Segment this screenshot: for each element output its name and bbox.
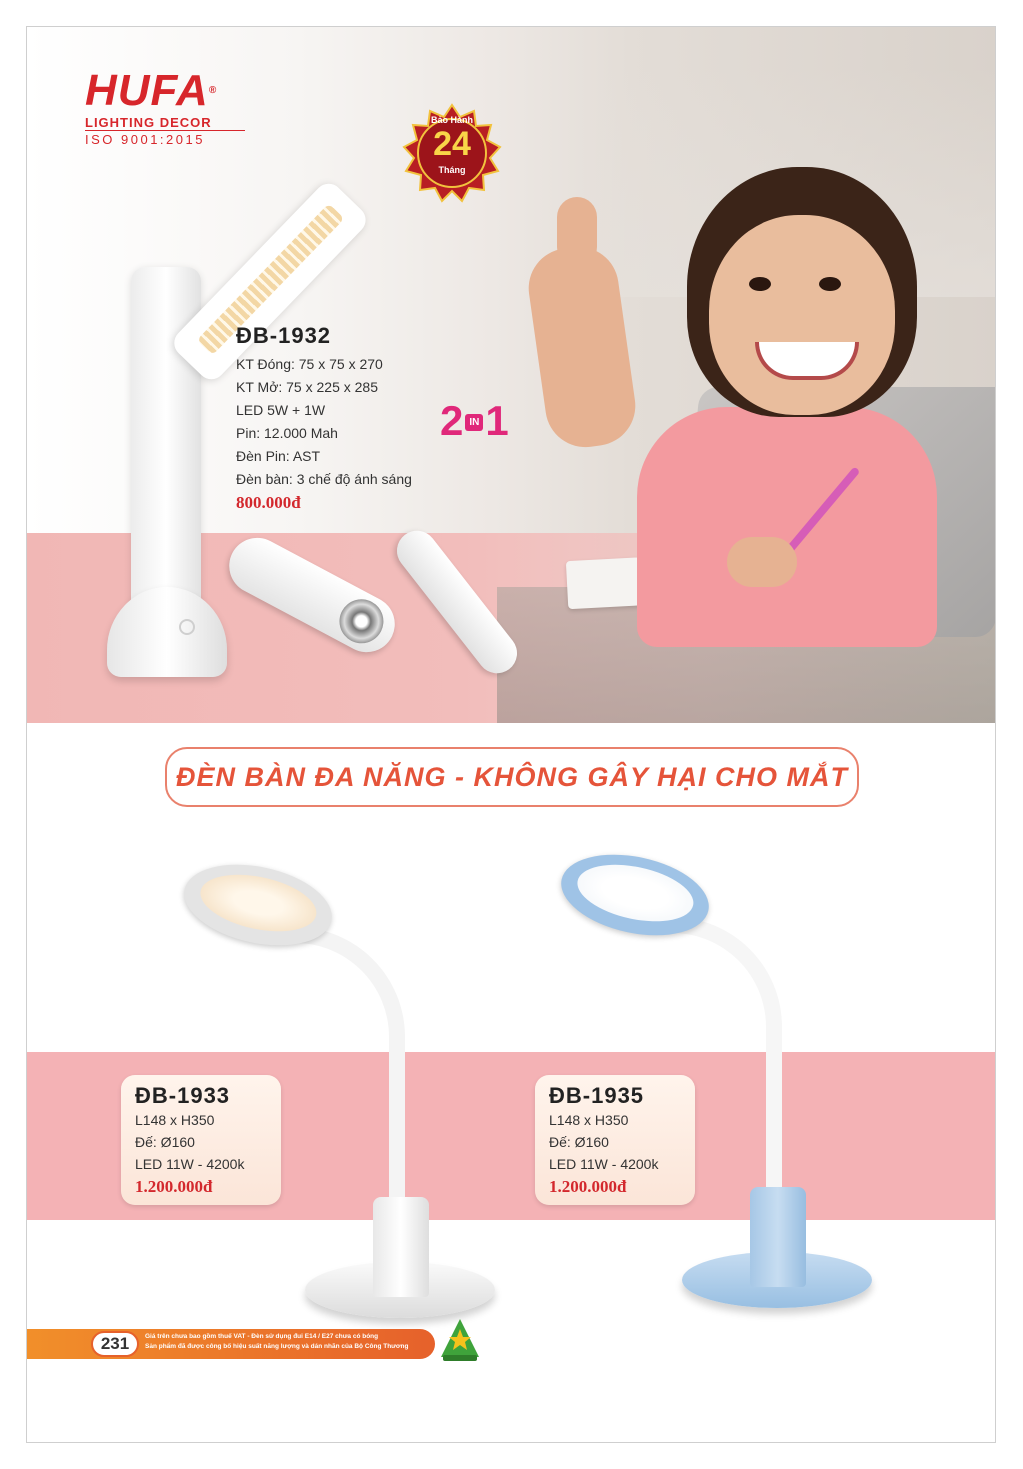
spec-line: Pin: 12.000 Mah	[236, 425, 338, 441]
price: 800.000đ	[236, 493, 301, 512]
logo-tagline: LIGHTING DECOR	[85, 115, 212, 130]
price: 1.200.000đ	[135, 1177, 213, 1196]
power-button-icon	[179, 619, 195, 635]
logo-name: HUFA	[85, 66, 209, 115]
hero-banner	[27, 27, 996, 723]
lamp-post	[373, 1197, 429, 1297]
girl-face	[709, 215, 895, 415]
flashlight-lens	[332, 592, 392, 652]
footer-note-line: Sản phẩm đã được công bố hiệu suất năng lượng và dán nhãn của Bộ Công Thương	[145, 1343, 409, 1350]
girl-shirt	[637, 407, 937, 647]
catalog-page	[26, 26, 996, 1443]
spec-line: Đế: Ø160	[549, 1134, 609, 1150]
slogan-text: ĐÈN BÀN ĐA NĂNG - KHÔNG GÂY HẠI CHO MẮT	[176, 762, 848, 792]
footer-note	[145, 1332, 435, 1352]
spec-line: LED 11W - 4200k	[135, 1156, 245, 1172]
badge-left: 2	[440, 397, 464, 444]
footer-note-line: Giá trên chưa bao gồm thuế VAT - Đèn sử dụng đui E14 / E27 chưa có bóng	[145, 1333, 379, 1340]
spec-line: KT Đóng: 75 x 75 x 270	[236, 356, 383, 372]
spec-line: Đế: Ø160	[135, 1134, 195, 1150]
page-number: 231	[91, 1331, 139, 1357]
girl-thumbs-up-photo	[517, 167, 937, 637]
seal-number: 24	[433, 125, 471, 163]
spec-line: L148 x H350	[135, 1112, 215, 1128]
two-in-one-badge	[440, 397, 550, 447]
girl-eye-right	[819, 277, 841, 291]
spec-line: Đèn Pin: AST	[236, 448, 321, 464]
slogan-banner	[165, 747, 859, 807]
spec-line: L148 x H350	[549, 1112, 629, 1128]
energy-label-icon	[439, 1317, 481, 1363]
lamp-post	[750, 1187, 806, 1287]
thumbs-up-icon	[557, 197, 597, 267]
badge-right: 1	[485, 397, 509, 444]
warranty-seal	[402, 103, 502, 203]
girl-hand	[727, 537, 797, 587]
model-title: ĐB-1935	[549, 1083, 645, 1108]
lamp-gooseneck	[295, 927, 405, 1207]
girl-eye-left	[749, 277, 771, 291]
spec-line: Đèn bàn: 3 chế độ ánh sáng	[236, 471, 412, 487]
logo-iso: ISO 9001:2015	[85, 130, 245, 147]
lamp-db1935-image	[552, 857, 872, 1277]
spec-line: KT Mở: 75 x 225 x 285	[236, 379, 378, 395]
spec-line: LED 5W + 1W	[236, 402, 326, 418]
model-title: ĐB-1933	[135, 1083, 231, 1108]
spec-card-db1935	[535, 1075, 695, 1205]
lamp-base	[107, 587, 227, 677]
spec-line: LED 11W - 4200k	[549, 1156, 659, 1172]
logo-registered-mark: ®	[208, 85, 218, 96]
seal-label-top: Bảo Hành	[430, 115, 473, 125]
model-title: ĐB-1932	[236, 323, 332, 348]
seal-label-bottom: Tháng	[438, 165, 466, 175]
price: 1.200.000đ	[549, 1177, 627, 1196]
badge-middle: IN	[465, 414, 483, 431]
spec-card-db1933	[121, 1075, 281, 1205]
